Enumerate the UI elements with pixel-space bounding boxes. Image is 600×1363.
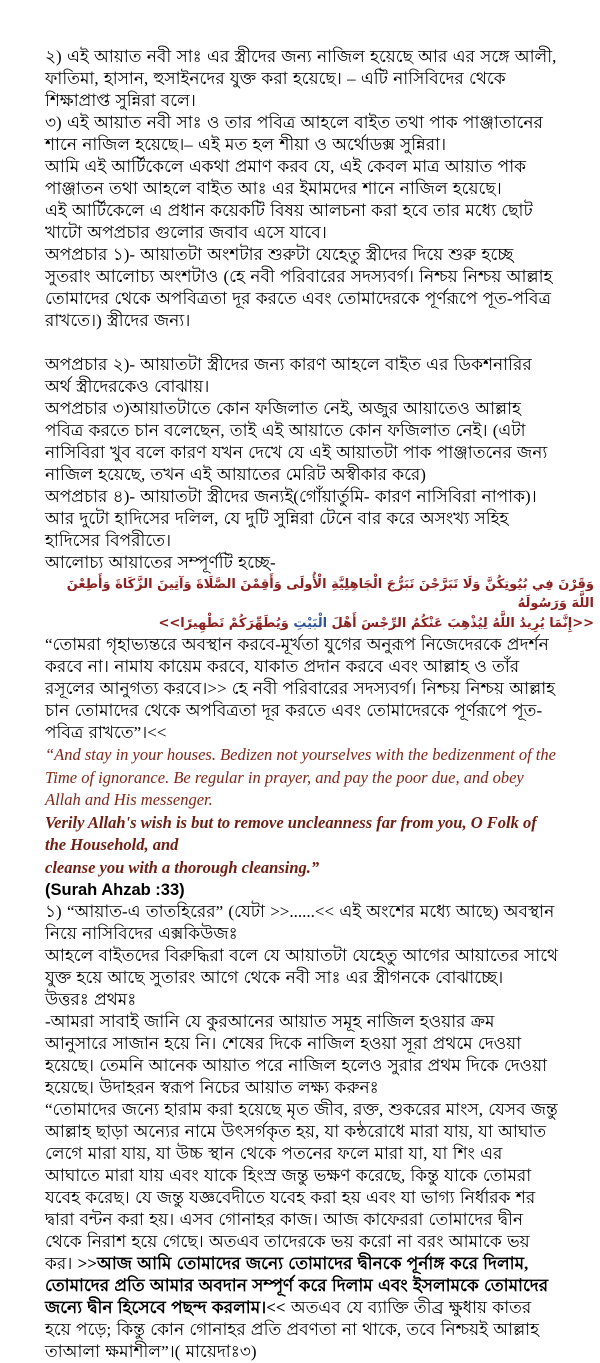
para-intro-1: আমি এই আর্টিকেলে একথা প্রমাণ করব যে, এই কেবল মাত্র আয়াত পাক পাঞ্জাতন তথা আহলে বাইত আঃ এর ইমামদের শানে নাজিল হয়েছে।: [45, 157, 527, 198]
surah-reference: (Surah Ahzab :33): [45, 881, 185, 899]
arabic-verse-line-2-pre: إِنَّمَا يُرِيدُ اللَّهُ لِيُذْهِبَ عَنْكُمُ الرِّجْسَ أَهْلَ: [327, 616, 573, 631]
para-excuse-body: আহলে বাইতদের বিরুদ্ধিরা বলে যে আয়াতটা যেহেতু আগের আয়াতের সাথে যুক্ত হয়ে আছে সুতারং আগে থেকে নবী সাঃ এর স্ত্রীগনকে বোঝাচ্ছে।: [45, 946, 559, 987]
para-excuse-intro: ১) “আয়াত-এ তাতহিরের” (যেটা >>......<< এই অংশের মধ্যে আছে) অবস্থান নিয়ে নাসিবিদের এক্সকিউজঃ: [45, 902, 555, 943]
maida-bold-run: >>আজ আমি তোমাদের জন্যে তোমাদের দ্বীনকে পূর্নাঙ্গ করে দিলাম, তোমাদের প্রতি আমার অবদান সম্পূর্ণ করে দিলাম এবং ইসলামকে তোমাদের জন্যে দ্বীন হিসেবে পছন্দ করলাম।<<: [45, 1254, 549, 1317]
maida-regular-2: অতএব যে ব্যাক্তি তীব্র ক্ষুধায় কাতর হয়ে পড়ে; কিন্তু কোন গোনাহর প্রতি প্রবণতা না থাকে, তবে নিশ্চয়ই আল্লাহ তাআলা ক্ষমাশীল”।( মায়েদাঃ৩): [45, 1298, 540, 1361]
para-claim-2: অপপ্রচার ২)- আয়াতটা স্ত্রীদের জন্য কারণ আহলে বাইত এর ডিকশনারির অর্থ স্ত্রীদেরকেও বোঝায়।: [45, 355, 532, 396]
para-verse-lead: আলোচ্য আয়াতের সম্পূর্ণটি হচ্ছে-: [45, 553, 276, 572]
english-translation-line-3: Verily Allah's wish is but to remove uncleanness far from you, O Folk of the Household, and: [45, 812, 537, 854]
para-answer-heading: উত্তরঃ প্রথমঃ: [45, 990, 137, 1009]
arabic-verse-line-2-post: وَيُطَهِّرَكُمْ تَطْهِيرًا: [180, 616, 294, 631]
quote-open-marks: <<: [158, 616, 181, 631]
para-claim-1: অপপ্রচার ১)- আয়াতটা অংশটার শুরুটা যেহেতু স্ত্রীদের দিয়ে শুরু হচ্ছে সুতরাং আলোচ্য অংশটাও (হে নবী পরিবারের সদস্যবর্গ। নিশ্চয় নিশ্চয় আল্লাহ তোমাদের থেকে অপবিত্রতা দূর করতে এবং তোমাদেরকে পূর্ণরূপে পূত-পবিত্র রাখতে।) স্ত্রীদের জন্য।: [45, 245, 553, 330]
arabic-verse-line-1: [45, 575, 594, 613]
para-intro-2: এই আর্টিকেলে এ প্রধান কয়েকটি বিষয় আলচনা করা হবে তার মধ্যে ছোট খাটো অপপ্রচার গুলোর জবাব এসে যাবে।: [45, 201, 533, 242]
arabic-verse-line-1-text: وَقَرْنَ فِي بُيُوتِكُنَّ وَلَا تَبَرَّجْنَ تَبَرُّجَ الْجَاهِلِيَّةِ الْأُولَى وَأَقِمْنَ الصَّلَاةَ وَآتِينَ الزَّكَاةَ وَأَطِعْنَ اللَّهَ وَرَسُولَهُ: [66, 577, 594, 611]
para-point-3: ৩) এই আয়াত নবী সাঃ ও তার পবিত্র আহলে বাইত তথা পাক পাঞ্জাতানের শানে নাজিল হয়েছে।– এই মত হল শীয়া ও অর্থোডক্স সুন্নিরা।: [45, 113, 543, 154]
english-translation-line-1: “And stay in your houses. Bedizen not yourselves with the bedizenment of the: [45, 745, 556, 764]
para-claim-4: অপপ্রচার ৪)- আয়াতটা স্ত্রীদের জন্যই(গোঁয়ার্তুমি- কারণ নাসিবিরা নাপাক)। আর দুটো হাদিসের দলিল, যে দুটি সুন্নিরা টেনে বার করে অসংখ্য সহিহ হাদিসের বিপরীতে।: [45, 487, 537, 550]
maida-regular-1: “তোমাদের জন্যে হারাম করা হয়েছে মৃত জীব, রক্ত, শুকরের মাংস, যেসব জন্তু আল্লাহ ছাড়া অন্যের নামে উৎসর্গকৃত হয়, যা কন্ঠরোধে মারা যায়, যা আঘাত লেগে মারা যায়, যা উচ্চ স্থান থেকে পতনের ফলে মারা যা, যা শিং এর আঘাতে মারা যায় এবং যাকে হিংস্র জন্তু ভক্ষণ করেছে, কিন্তু যাকে তোমরা যবেহ করেছ। যে জন্তু যজ্ঞবেদীতে যবেহ করা হয় এবং যা ভাগ্য নির্ধারক শর দ্বারা বন্টন করা হয়। এসব গোনাহর কাজ। আজ কাফেররা তোমাদের দ্বীন থেকে নিরাশ হয়ে গেছে। অতএব তাদেরকে ভয় করো না বরং আমাকে ভয় কর।: [45, 1100, 558, 1273]
english-translation-line-4: cleanse you with a thorough cleansing.”: [45, 857, 320, 877]
arabic-verse-line-2: [45, 614, 594, 633]
para-bengali-translation: “তোমরা গৃহাভ্যন্তরে অবস্থান করবে-মূর্খতা যুগের অনুরূপ নিজেদেরকে প্রদর্শন করবে না। নামায কায়েম করবে, যাকাত প্রদান করবে এবং আল্লাহ ও তাঁর রসূলের আনুগত্য করবে।>> হে নবী পরিবারের সদস্যবর্গ। নিশ্চয় নিশ্চয় আল্লাহ চান তোমাদের থেকে অপবিত্রতা দূর করতে এবং তোমাদেরকে পূর্ণরূপে পূত-পবিত্র রাখতে”।<<: [45, 635, 556, 742]
arabic-verse-line-2-highlight: الْبَيْتِ: [293, 616, 328, 631]
para-claim-3: অপপ্রচার ৩)আয়াতটাতে কোন ফজিলাত নেই, অজুর আয়াতেও আল্লাহ পবিত্র করতে চান বলেছেন, তাই এই আয়াতে কোন ফজিলাত নেই। (এটা নাসিবিরা খুব বলে কারণ যখন দেখে যে এই আয়াতটা পাক পাঞ্জাতনের জন্য নাজিল হয়েছে, তখন এই আয়াতের মেরিট অস্বীকার করে): [45, 399, 548, 484]
quote-close-marks: >>: [572, 616, 594, 631]
para-point-2: ২) এই আয়াত নবী সাঃ এর স্ত্রীদের জন্য নাজিল হয়েছে আর এর সঙ্গে আলী, ফাতিমা, হাসান, হুসাইনদের যুক্ত করা হয়েছে। – এটি নাসিবিদের থেকে শিক্ষাপ্রাপ্ত সুন্নিরা বলে।: [45, 47, 557, 110]
para-answer-body: -আমরা সাবাই জানি যে কুরআনের আয়াত সমূহ নাজিল হওয়ার ক্রম আনুসারে সাজান হয়ে নি। শেষের দিকে নাজিল হওয়া সূরা প্রথমে দেওয়া হয়েছে। তেমনি আনেক আয়াত পরে নাজিল হলেও সুরার প্রথম দিকে দেওয়া হয়েছে। উদাহরন স্বরূপ নিচের আয়াত লক্ষ্য করুনঃ: [45, 1012, 548, 1097]
english-translation-line-2: Time of ignorance. Be regular in prayer, and pay the poor due, and obey Allah and His messenger.: [45, 767, 524, 809]
para-maida-verse: [45, 1099, 560, 1363]
